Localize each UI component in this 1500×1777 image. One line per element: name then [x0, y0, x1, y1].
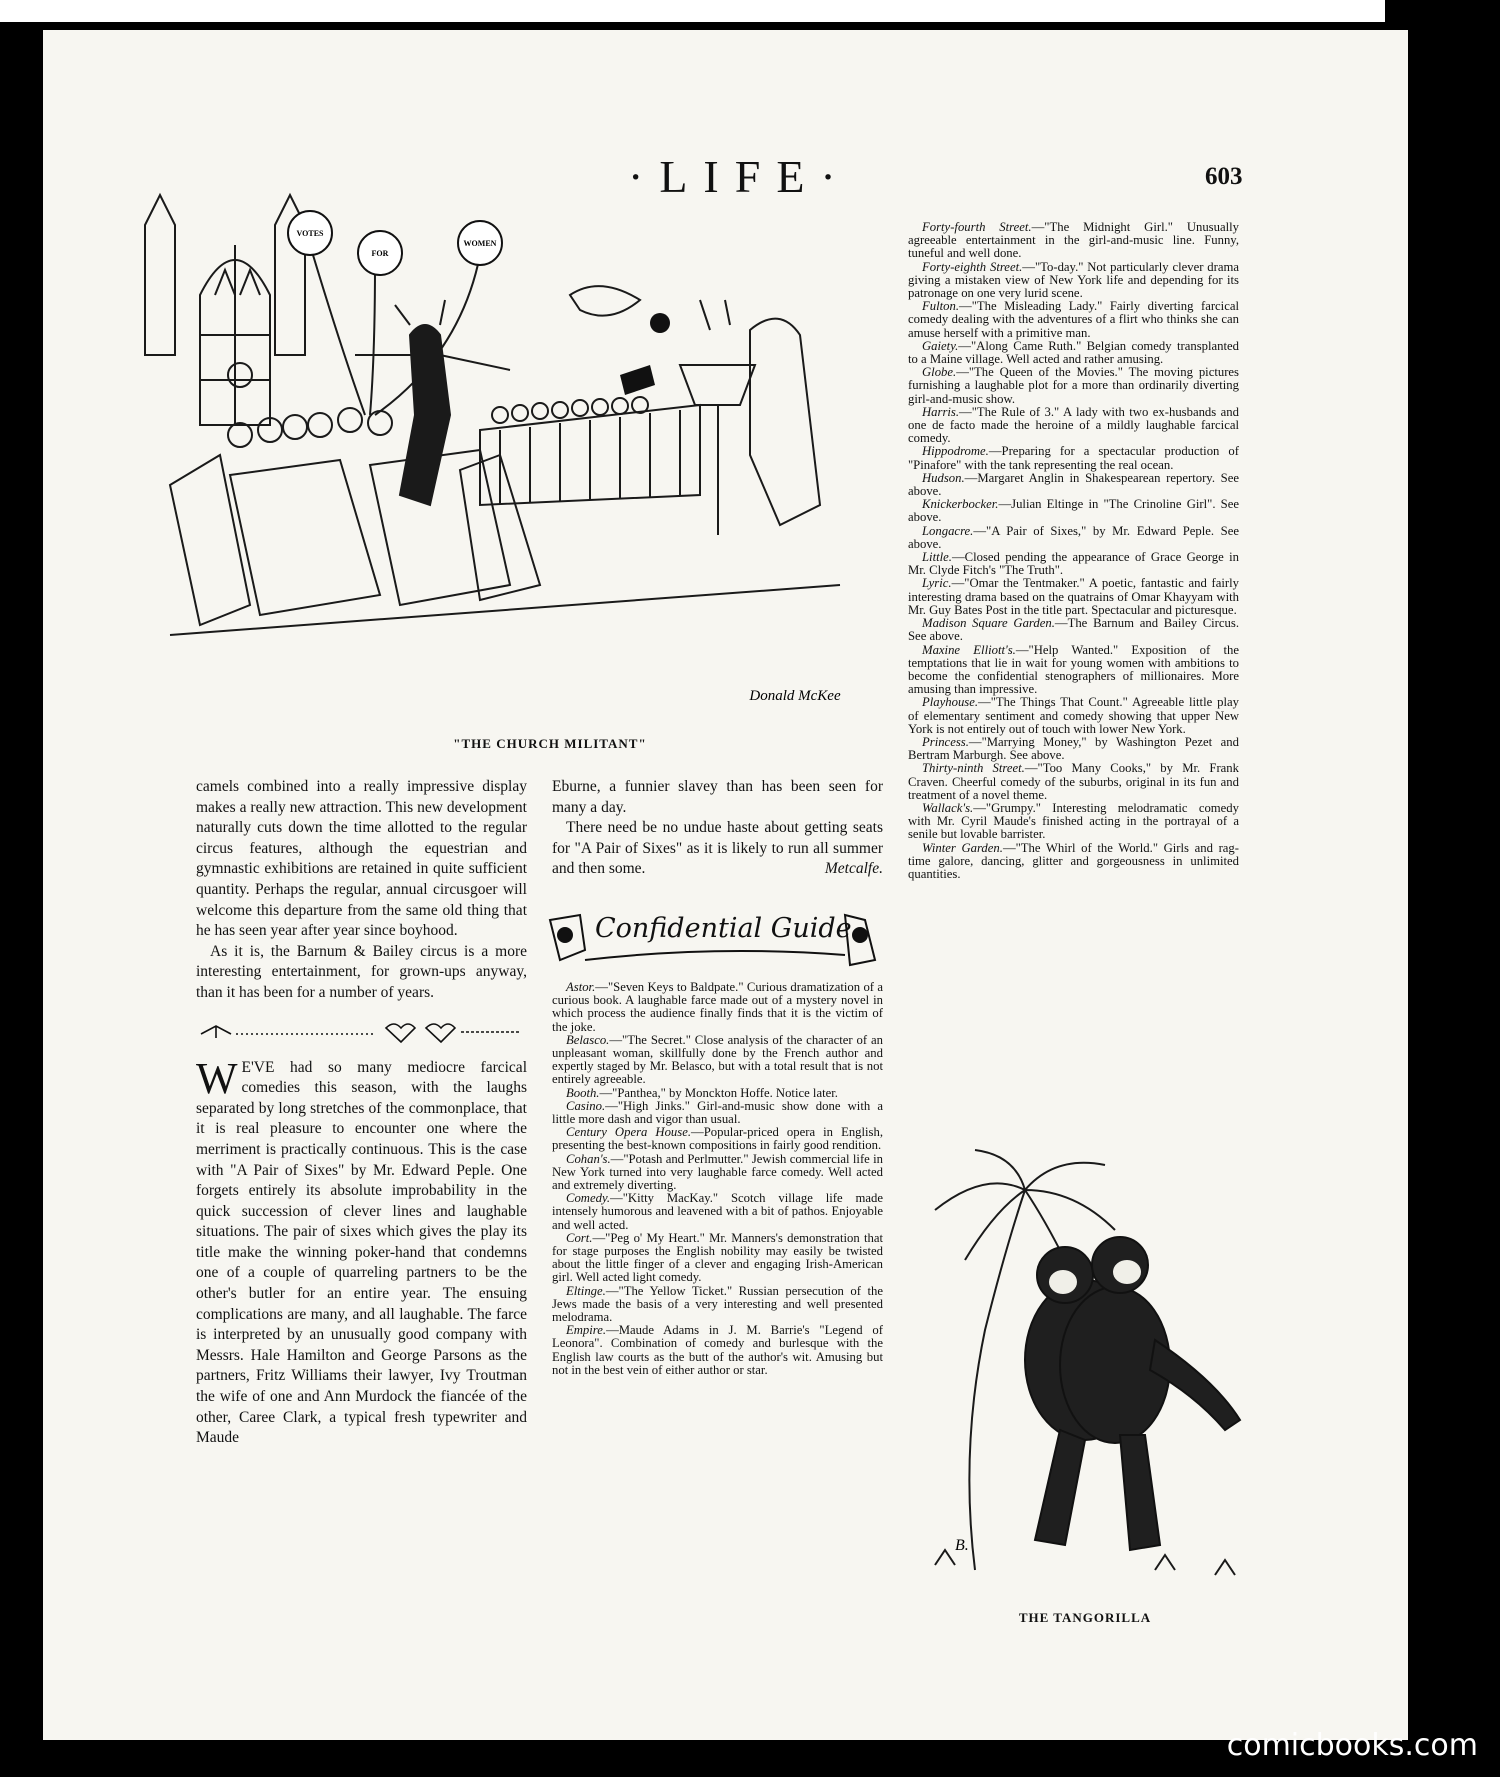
guide-entry: Knickerbocker.—Julian Eltinge in "The Crinoline Girl". See above. [908, 497, 1239, 525]
guide-entry: Cort.—"Peg o' My Heart." Mr. Manners's demonstration that for stage purposes the English nobility may easily be twisted about the little finger of a clever and engaging Irish-American girl. Well acted light comedy. [552, 1230, 883, 1285]
guide-column-b [908, 221, 1239, 881]
guide-entry: Comedy.—"Kitty MacKay." Scotch village life made intensely humorous and leavened with a bit of pathos. Enjoyable and well acted. [552, 1191, 883, 1232]
guide-entry: Winter Garden.—"The Whirl of the World." Girls and rag-time galore, dancing, glitter and gorgeousness in unlimited quantities. [908, 840, 1240, 881]
guide-entry: Forty-eighth Street.—"To-day." Not particularly clever drama giving a mistaken view of New York life and depending for its patronage on one very lurid scene. [908, 259, 1240, 301]
review-dropcap: W [196, 1053, 238, 1103]
balloon-label: FOR [371, 249, 389, 258]
guide-entry: Gaiety.—"Along Came Ruth." Belgian comedy transplanted to a Maine village. Well acted and rather amusing. [908, 338, 1239, 367]
church-militant-caption: "THE CHURCH MILITANT" [453, 736, 647, 751]
guide-entry: Maxine Elliott's.—"Help Wanted." Exposition of the temptations that lie in wait for young women with ambitions to become the confidential stenographers of millionaires. More amusing than impressive. [908, 642, 1239, 697]
guide-entry: Forty-fourth Street.—"The Midnight Girl." Unusually agreeable entertainment in the girl-and-music line. Funny, tuneful and well done. [908, 220, 1239, 261]
review-signoff: Metcalfe. [824, 860, 883, 878]
guide-entry: Wallack's.—"Grumpy." Interesting melodramatic comedy with Mr. Cyril Maude's finished acting in the portrayal of a senile but lovable barrister. [908, 800, 1239, 842]
review-paragraph [196, 1053, 527, 1449]
guide-entry: Cohan's.—"Potash and Perlmutter." Jewish commercial life in New York turned into very laughable farce comedy. Well acted and extremely diverting. [552, 1151, 883, 1193]
guide-entry: Hippodrome.—Preparing for a spectacular production of "Pinafore" with the tank representing the real ocean. [908, 444, 1239, 472]
scan-top-edge [0, 0, 1385, 22]
circus-paragraph: As it is, the Barnum & Bailey circus is a more interesting entertainment, for grown-ups anyway, than it has been for a number of years. [196, 942, 527, 1001]
circus-paragraph: camels combined into a really impressive display makes a really new attraction. This new development naturally cuts down the time allotted to the regular circus features, although the equestrian and gymnastic exhibitions are retained in quite sufficient quantity. Perhaps the regular, annual circusgoer will welcome this departure from the same old thing that he has seen year after year since boyhood. [196, 778, 527, 940]
guide-heading-text: Confidential Guide [595, 913, 852, 944]
tangorilla-caption: THE TANGORILLA [1018, 1610, 1152, 1625]
guide-entry: Princess.—"Marrying Money," by Washington Pezet and Bertram Marburgh. See above. [908, 734, 1239, 763]
guide-entry: Empire.—Maude Adams in J. M. Barrie's "Legend of Leonora". Combination of comedy and burlesque with the English law courts as the butt of the author's wit. Amusing but not in the best vein of either author or star. [552, 1323, 883, 1377]
guide-entry: Little.—Closed pending the appearance of Grace George in Mr. Clyde Fitch's "The Truth". [908, 550, 1239, 578]
masthead-title: ·LIFE· [628, 151, 852, 202]
review-text: E'VE had so many mediocre farcical comedies this season, with the laughs separated by long stretches of the commonplace, that it is real pleasure to encounter one where the merriment is practically continuous. This is the case with "A Pair of Sixes" by Mr. Edward Peple. One forgets entirely its absolute improbability in the quick succession of clever lines and laughable situations. The pair of sixes which gives the play its title make the winning poker-hand that condemns one of a couple of quarreling partners to be the other's butler for an entire year. The ensuing complications are many, and all laughable. The farce is interpreted by an unusually good company with Messrs. Hale Hamilton and George Parsons as the partners, Fritz Williams their lawyer, Ivy Troutman the wife of one and Ann Murdock the fiancée of the other, Caree Clark, a typical fresh typewriter and Maude [196, 1058, 527, 1447]
guide-entry: Thirty-ninth Street.—"Too Many Cooks," by Mr. Frank Craven. Cheerful comedy of the suburbs, original in its fun and treatment of a novel theme. [908, 761, 1239, 802]
guide-entry: Booth.—"Panthea," by Monckton Hoffe. Notice later. [566, 1085, 838, 1100]
church-militant-illustration [140, 205, 890, 730]
guide-entry: Lyric.—"Omar the Tentmaker." A poetic, fantastic and fairly interesting drama based on the quatrains of Omar Khayyam with Mr. Guy Bates Post in the title part. Spectacular and picturesque. [908, 576, 1239, 617]
guide-entry: Century Opera House.—Popular-priced opera in English, presenting the best-known compositions in fairly good rendition. [552, 1125, 884, 1153]
guide-entry: Belasco.—"The Secret." Close analysis of the character of an unpleasant woman, skillfully done by the French author and expertly staged by Mr. Belasco, but with a total result that is not entirely agreeable. [552, 1032, 883, 1087]
guide-entry: Harris.—"The Rule of 3." A lady with two ex-husbands and one de facto made the heroine of a mildly laughable farcical comedy. [908, 404, 1239, 446]
guide-entry: Fulton.—"The Misleading Lady." Fairly diverting farcical comedy dealing with the adventures of a flirt who thinks she can amuse herself with a primitive man. [908, 299, 1239, 340]
guide-entry: Eltinge.—"The Yellow Ticket." Russian persecution of the Jews made the basis of a very interesting and well presented melodrama. [552, 1283, 883, 1325]
balloon-label: VOTES [296, 229, 324, 238]
guide-entry: Hudson.—Margaret Anglin in Shakespearean repertory. See above. [908, 470, 1239, 499]
guide-heading [545, 905, 883, 977]
guide-entry: Casino.—"High Jinks." Girl-and-music show done with a little more dash and vigor than usual. [552, 1098, 883, 1127]
guide-entry: Playhouse.—"The Things That Count." Agreeable little play of elementary sentiment and comedy showing that upper New York is not entirely out of touch with lower New York. [908, 695, 1239, 736]
guide-entry: Longacre.—"A Pair of Sixes," by Mr. Edward Peple. See above. [908, 523, 1239, 551]
guide-entry: Astor.—"Seven Keys to Baldpate." Curious dramatization of a curious book. A laughable farce made out of a mystery novel in which process the audience finally finds that it is the victim of the joke. [552, 980, 883, 1034]
review-continuation: There need be no undue haste about getting seats for "A Pair of Sixes" as it is likely to run all summer and then some. Metcalfe. [552, 818, 883, 880]
tangorilla-illustration [915, 1150, 1285, 1590]
balloon-group [288, 211, 502, 275]
left-column [196, 777, 527, 1449]
decorative-divider [196, 1016, 527, 1046]
balloon-label: WOMEN [463, 239, 497, 248]
church-signature: Donald McKee [749, 688, 841, 704]
middle-column [552, 777, 883, 880]
guide-column-a [552, 981, 883, 1377]
review-continuation: Eburne, a funnier slavey than has been seen for many a day. [552, 778, 883, 816]
tangorilla-signature: B. [955, 1537, 969, 1554]
page-number: 603 [1205, 163, 1243, 190]
watermark: comicbooks.com [1226, 1728, 1478, 1763]
guide-entry: Globe.—"The Queen of the Movies." The moving pictures furnishing a laughable plot for a more than ordinarily diverting girl-and-music show. [908, 365, 1239, 406]
guide-entry: Madison Square Garden.—The Barnum and Bailey Circus. See above. [908, 616, 1239, 644]
